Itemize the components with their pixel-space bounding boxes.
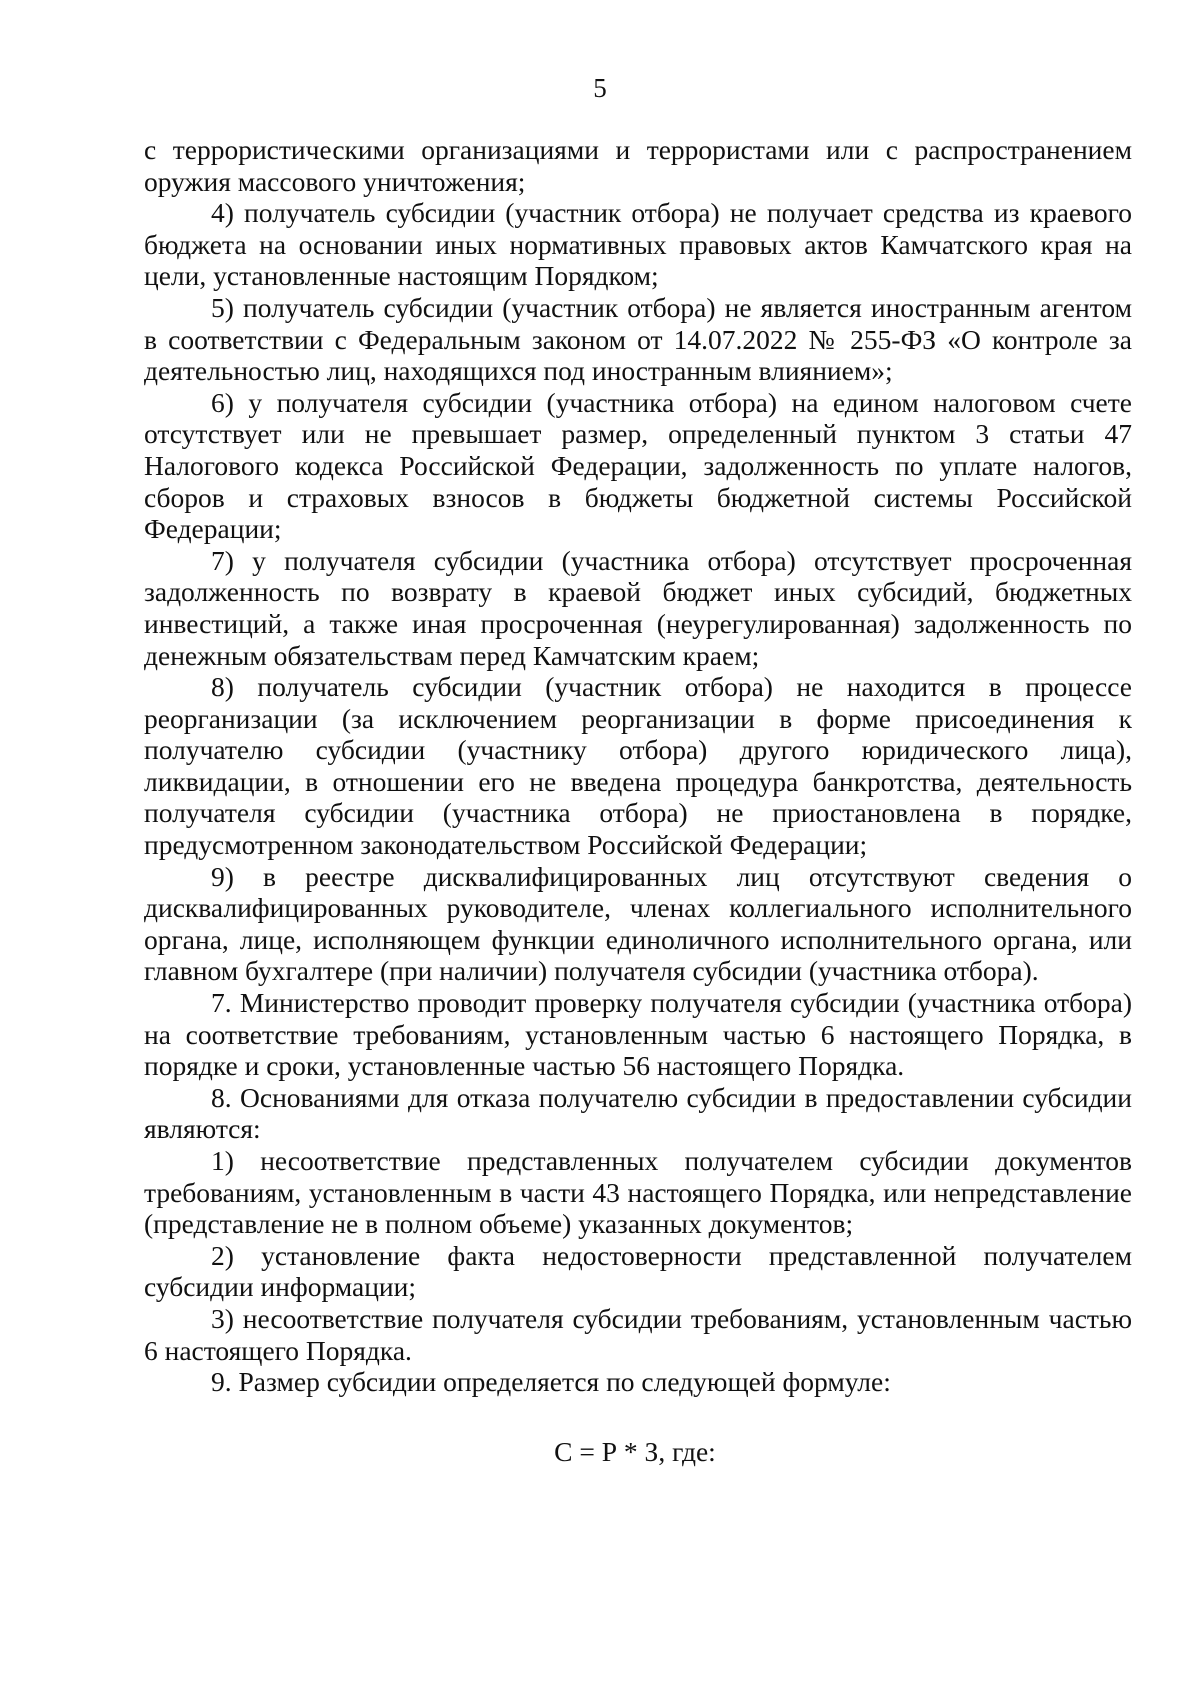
paragraph-item-5: 5) получатель субсидии (участник отбора) не является иностранным агентом в соответствии с Федеральным законом от 14.07.2022 № 255-ФЗ «О контроле за деятельностью лиц, находящихся под иностранным влиянием»; [144, 291, 1132, 387]
paragraph-part-8-item-2: 2) установление факта недостоверности представленной получателем субсидии информации; [144, 1239, 1132, 1303]
paragraph-item-4: 4) получатель субсидии (участник отбора) не получает средства из краевого бюджета на основании иных нормативных правовых актов Камчатского края на цели, установленные настоящим Порядком; [144, 197, 1132, 292]
paragraph-item-7: 7) у получателя субсидии (участника отбора) отсутствует просроченная задолженность по возврату в краевой бюджет иных субсидий, бюджетных инвестиций, а также иная просроченная (неурегулированная) задолженность по денежным обязательствам перед Камчатским краем; [144, 544, 1132, 671]
paragraph-item-9: 9) в реестре дисквалифицированных лиц отсутствуют сведения о дисквалифицированных руководителе, членах коллегиального исполнительного органа, лице, исполняющем функции единоличного исполнительного органа, или главном бухгалтере (при наличии) получателя субсидии (участника отбора). [144, 860, 1132, 987]
subsidy-formula: С = Р * З, где: [554, 1436, 716, 1467]
paragraph-part-8: 8. Основаниями для отказа получателю субсидии в предоставлении субсидии являются: [144, 1081, 1132, 1145]
paragraph-part-8-item-1: 1) несоответствие представленных получателем субсидии документов требованиям, установленным в части 43 настоящего Порядка, или непредставление (представление не в полном объеме) указанных документов; [144, 1145, 1132, 1240]
paragraph-part-9: 9. Размер субсидии определяется по следующей формуле: [211, 1366, 891, 1398]
paragraph-continuation: с террористическими организациями и террористами или с распространением оружия массового уничтожения; [144, 134, 1132, 197]
page-number: 5 [593, 73, 607, 103]
document-body [144, 134, 1132, 1398]
paragraph-part-8-item-3: 3) несоответствие получателя субсидии требованиям, установленным частью 6 настоящего Порядка. [144, 1302, 1132, 1366]
paragraph-item-6: 6) у получателя субсидии (участника отбора) на едином налоговом счете отсутствует или не превышает размер, определенный пунктом 3 статьи 47 Налогового кодекса Российской Федерации, задолженность по уплате налогов, сборов и страховых взносов в бюджеты бюджетной системы Российской Федерации; [144, 386, 1132, 545]
paragraph-part-7: 7. Министерство проводит проверку получателя субсидии (участника отбора) на соответствие требованиям, установленным частью 6 настоящего Порядка, в порядке и сроки, установленные частью 56 настоящего Порядка. [144, 987, 1132, 1082]
paragraph-item-8: 8) получатель субсидии (участник отбора) не находится в процессе реорганизации (за исключением реорганизации в форме присоединения к получателю субсидии (участнику отбора) другого юридического лица), ликвидации, в отношении его не введена процедура банкротства, деятельность получателя субсидии (участника отбора) не приостановлена в порядке, предусмотренном законодательством Российской Федерации; [144, 671, 1132, 861]
